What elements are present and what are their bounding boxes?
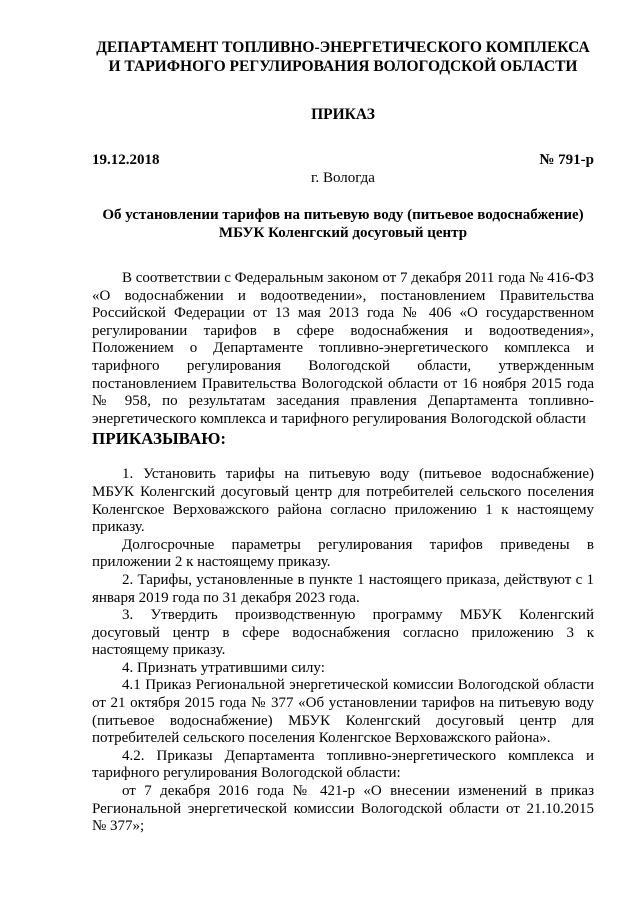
paragraph-item-4-2: 4.2. Приказы Департамента топливно-энергетического комплекса и тарифного регулирования Вологодской области: [92,747,594,782]
paragraph-item-4-2-a: от 7 декабря 2016 года № 421-р «О внесении изменений в приказ Региональной энергетической комиссии Вологодской области от 21.10.2015 № 377»; [92,783,594,835]
order-number: № 791-р [539,152,594,168]
paragraph-item-3: 3. Утвердить производственную программу МБУК Коленгский досуговый центр в сфере водоснабжения согласно приложению 3 к настоящему приказу. [92,607,594,659]
order-date: 19.12.2018 [92,152,160,168]
order-subject [92,206,594,242]
subject-line2: МБУК Коленгский досуговый центр [218,225,468,241]
department-name-line2: И ТАРИФНОГО РЕГУЛИРОВАНИЯ ВОЛОГОДСКОЙ ОБЛАСТИ [108,58,578,75]
paragraph-item-4: 4. Признать утратившими силу: [122,659,325,676]
document-type: ПРИКАЗ [311,106,375,123]
paragraph-item-1: 1. Установить тарифы на питьевую воду (питьевое водоснабжение) МБУК Коленгский досуговый центр для потребителей сельского поселения Коленгское Верховажского района согласно приложению 1 к настоящему приказу. [92,466,594,536]
department-name-line1: ДЕПАРТАМЕНТ ТОПЛИВНО-ЭНЕРГЕТИЧЕСКОГО КОМПЛЕКСА [96,39,590,56]
paragraph-item-2: 2. Тарифы, установленные в пункте 1 настоящего приказа, действуют с 1 января 2019 года по 31 декабря 2023 года. [92,571,594,606]
date-number-row [92,151,594,169]
subject-line1: Об установлении тарифов на питьевую воду (питьевое водоснабжение) [102,207,584,223]
city-name: г. Вологда [311,170,375,186]
order-body [92,466,594,835]
paragraph-item-1-note: Долгосрочные параметры регулирования тарифов приведены в приложении 2 к настоящему приказу. [92,536,594,571]
preamble-paragraph: В соответствии с Федеральным законом от 7 декабря 2011 года № 416-ФЗ «О водоснабжении и водоотведении», постановлением Правительства Российской Федерации от 13 мая 2013 года № 406 «О государственном регулировании тарифов в сфере водоснабжения и водоотведения», Положением о Департаменте топливно-энергетического комплекса и тарифного регулирования Вологодской области, утвержденным постановлением Правительства Вологодской области от 16 ноября 2015 года № 958, по результатам заседания правления Департамента топливно-энергетического комплекса и тарифного регулирования Вологодской области [92,270,594,427]
paragraph-item-4-1: 4.1 Приказ Региональной энергетической комиссии Вологодской области от 21 октября 2015 года № 377 «Об установлении тарифов на питьевую воду (питьевое водоснабжение) МБУК Коленгский досуговый центр для потребителей сельского поселения Коленгское Верховажского района». [92,677,594,747]
decree-word: ПРИКАЗЫВАЮ: [92,429,227,449]
